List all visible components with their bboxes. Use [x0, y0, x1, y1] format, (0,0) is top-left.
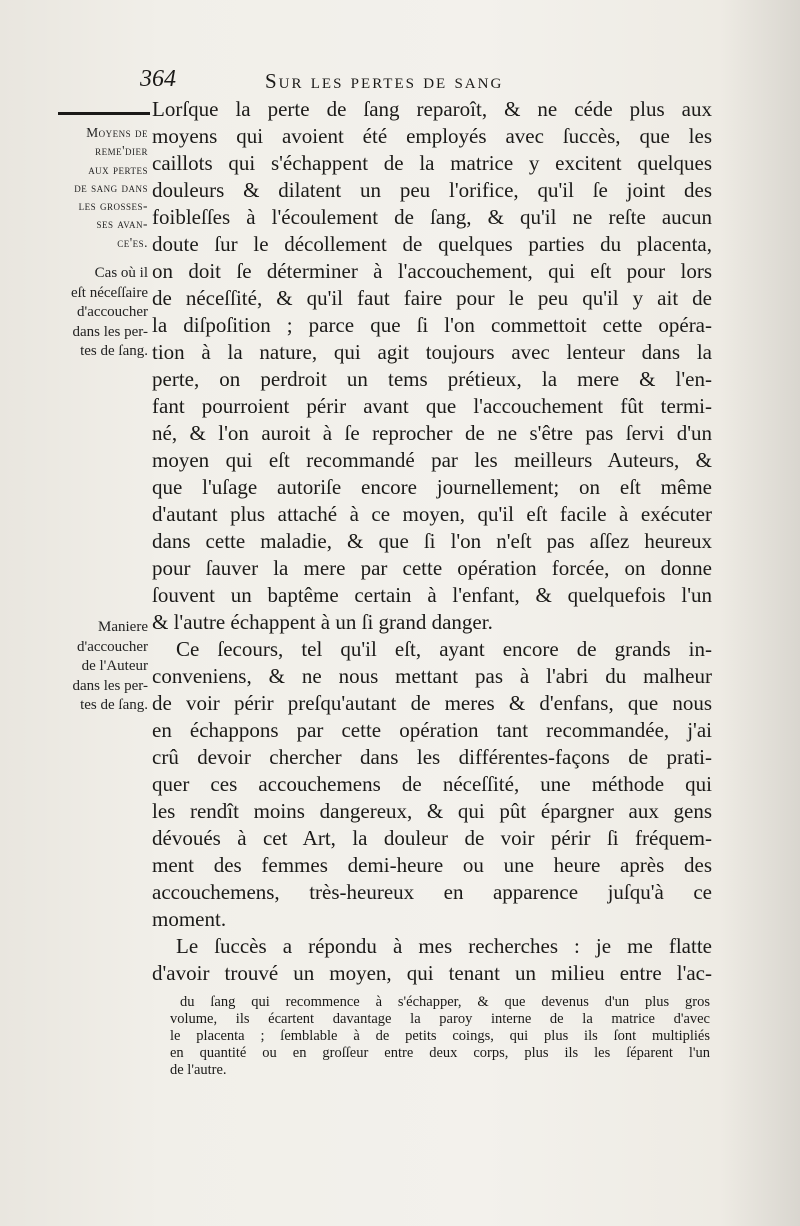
body-line: en échappons par cette opération tant recommandée, j'ai [152, 718, 712, 742]
body-line: moyens qui avoient été employés avec ſuccès, que les [152, 124, 712, 148]
footnote-line: volume, ils écartent davantage la paroy interne de la matrice d'avec [170, 1011, 710, 1027]
margin-rule [58, 112, 150, 115]
margin-note-line: tes de ſang. [80, 343, 148, 359]
margin-note-remedies [26, 124, 148, 252]
body-line: les rendît moins dangereux, & qui pût épargner aux gens [152, 799, 712, 823]
body-line: pour ſauver la mere par cette opération forcée, on donne [152, 556, 712, 580]
margin-note-line: eſt néceſſaire [70, 284, 148, 301]
body-line: doute ſur le décollement de quelques parties du placenta, [152, 232, 712, 256]
margin-note-line: Moyens de [86, 125, 148, 140]
body-line: né, & l'on auroit à ſe reprocher de ne s'être pas ſervi d'un [152, 421, 712, 445]
body-line: de voir périr preſqu'autant de meres & d'enfans, que nous [152, 691, 712, 715]
body-line: Lorſque la perte de ſang reparoît, & ne céde plus aux [152, 97, 712, 121]
footnote-line: du ſang qui recommence à s'échapper, & que devenus d'un plus gros [180, 994, 710, 1010]
body-line: ment des femmes demi-heure ou une heure après des [152, 853, 712, 877]
body-line: d'avoir trouvé un moyen, qui tenant un milieu entre l'ac- [152, 961, 712, 985]
margin-note-line: d'accoucher [77, 304, 148, 320]
margin-note-author-method [20, 618, 148, 716]
body-line: moyen qui eſt recommandé par les meilleurs Auteurs, & [152, 448, 712, 472]
body-line: que l'uſage autoriſe encore journellement; on eſt même [152, 475, 712, 499]
page-header [140, 66, 710, 96]
body-line: on doit ſe déterminer à l'accouchement, qui eſt pour lors [152, 259, 712, 283]
body-line: moment. [152, 907, 227, 931]
body-line: conveniens, & ne nous mettant pas à l'abri du malheur [152, 664, 712, 688]
margin-note-line: Maniere [98, 619, 148, 635]
body-line: d'autant plus attaché à ce moyen, qu'il eſt facile à exécuter [152, 502, 712, 526]
body-line: dans cette maladie, & que ſi l'on n'eſt pas aſſez heureux [152, 529, 712, 553]
margin-note-line: ses avan- [96, 216, 148, 232]
body-line: douleurs & dilatent un peu l'orifice, qu'il ſe joint des [152, 178, 712, 202]
margin-note-line: ce'es. [117, 234, 148, 250]
body-line: perte, on perdroit un tems prétieux, la mere & l'en- [152, 367, 712, 391]
margin-note-line: reme'dier [95, 143, 148, 159]
margin-note-line: tes de ſang. [80, 697, 148, 713]
margin-note-line: Cas où il [94, 265, 148, 281]
body-line: Ce ſecours, tel qu'il eſt, ayant encore de grands in- [176, 637, 712, 661]
body-line: caillots qui s'échappent de la matrice y excitent quelques [152, 151, 712, 175]
margin-note-line: d'accoucher [77, 638, 148, 655]
body-line: foibleſſes à l'écoulement de ſang, & qu'il ne reſte aucun [152, 205, 712, 229]
body-line: Le ſuccès a répondu à mes recherches : je me flatte [176, 934, 712, 958]
footnote-line: en quantité ou en groſſeur entre deux corps, plus ils les ſéparent l'un [170, 1045, 710, 1061]
body-line: & l'autre échappent à un ſi grand danger. [152, 610, 493, 634]
margin-note-line: les grosses- [78, 198, 148, 214]
body-line: ſouvent un baptême certain à l'enfant, & quelquefois l'un [152, 583, 712, 607]
margin-note-line: aux pertes [88, 161, 148, 177]
body-line: dévoués à cet Art, la douleur de voir périr ſi fréquem- [152, 826, 712, 850]
body-line: la diſpoſition ; parce que ſi l'on commettoit cette opéra- [152, 313, 712, 337]
running-title: Sur les pertes de sang [265, 69, 504, 93]
body-line: quer ces accouchemens de néceſſité, une méthode qui [152, 772, 712, 796]
margin-note-line: de sang dans [74, 179, 148, 195]
footnote-line: de l'autre. [170, 1062, 227, 1078]
margin-note-line: dans les per- [72, 677, 148, 694]
margin-note-line: dans les per- [72, 323, 148, 340]
footnote-line: le placenta ; ſemblable à de petits coings, qui plus ils ſont multipliés [170, 1028, 710, 1044]
body-line: tion à la nature, qui agit toujours avec lenteur dans la [152, 340, 712, 364]
body-line: crû devoir chercher dans les différentes-façons de prati- [152, 745, 712, 769]
body-line: accouchemens, très-heureux en apparence juſqu'à ce [152, 880, 712, 904]
margin-note-line: de l'Auteur [81, 658, 148, 674]
body-line: de néceſſité, & qu'il faut faire pour le peu qu'il y ait de [152, 286, 712, 310]
margin-note-necessity [26, 264, 148, 362]
body-line: fant pourroient périr avant que l'accouchement fût termi- [152, 394, 712, 418]
page-number: 364 [140, 66, 176, 92]
